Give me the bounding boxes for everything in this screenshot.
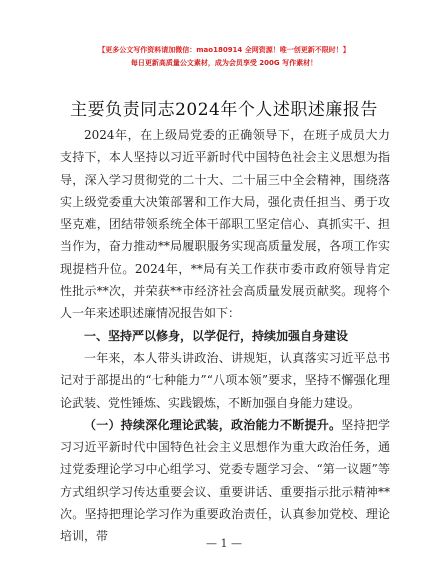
promo-banner-line-2: 每日更新高质量公文素材，成为会员享受 200G 写作素材！ [130, 59, 318, 67]
section-1-paragraph: 一年来，本人带头讲政治、讲规矩，认真落实习近平总书记对于部提出的“七种能力”“八项本领”要求，坚持不懈强化理论武装、党性锤炼、实践锻炼，不断加强自身能力建设。 [60, 350, 390, 410]
intro-paragraph: 2024年，在上级局党委的正确领导下，在班子成员大力支持下，本人坚持以习近平新时代中国特色社会主义思想为指导，深入学习贯彻党的二十大、二十届三中全会精神，围绕落实上级党委重大决策部署和工作大局，强化责任担当、勇于攻坚克难，团结带领系统全体干部职工坚定信心、真抓实干、担当作为，奋力推动**局履职服务实现高质量发展，各项工作实现提档升位。2024年，**局有关工作获市委市政府领导肯定性批示**次，并荣获**市经济社会高质量发展贡献奖。现将个人一年来述职述廉情况报告如下： [60, 128, 390, 321]
page-number: — 1 — [206, 537, 242, 550]
document-body [60, 124, 390, 548]
subsection-1-paragraph [60, 414, 390, 548]
section-1-heading: 一、坚持严以修身，以学促行，持续加强自身建设 [84, 328, 349, 343]
promo-banner-line-1: 【更多公文写作资料请加微信：mao180914 全网资源！唯一创更新不限时！】 [98, 46, 350, 54]
promo-banner [0, 44, 448, 70]
subsection-1-lead: （一）持续深化理论武装，政治能力不断提升。 [84, 417, 342, 432]
document-title: 主要负责同志2024年个人述职述廉报告 [70, 100, 378, 120]
subsection-1-text: 坚持把学习习近平新时代中国特色社会主义思想作为重大政治任务，通过党委理论学习中心组学习、党委专题学习会、“第一议题”等方式组织学习传达重要会议、重要讲话、重要指示批示精神**次。坚持把理论学习作为重要政治责任，认真参加党校、理论培训，带 [60, 417, 390, 544]
